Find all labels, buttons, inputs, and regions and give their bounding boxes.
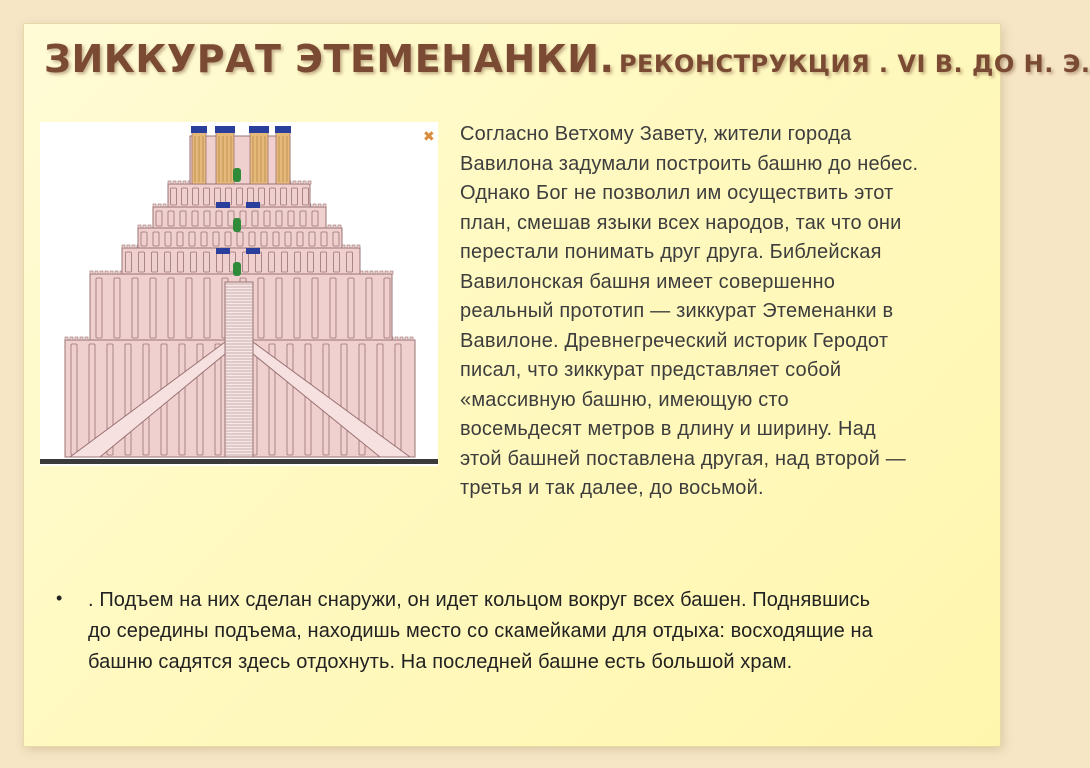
bottom-line: башню садятся здесь отдохнуть. На последней башне есть большой храм. (88, 651, 793, 673)
blue-cap (216, 248, 230, 254)
tier-crenel (385, 271, 388, 274)
tier-crenel (183, 181, 186, 184)
tier-crenel (85, 337, 88, 340)
tier-crenel (178, 181, 181, 184)
title-main: ЗИККУРАТ ЭТЕМЕНАНКИ. (44, 37, 615, 81)
tier-crenel (173, 181, 176, 184)
tier-crenel (95, 271, 98, 274)
tier-crenel (333, 225, 336, 228)
tier-crenel (105, 271, 108, 274)
side-line: восемьдесят метров в длину и ширину. Над (460, 418, 876, 440)
side-line: третья и так далее, до восьмой. (460, 477, 764, 499)
tier-wall (168, 184, 310, 207)
tier-crenel (70, 337, 73, 340)
bottom-line: . Подъем на них сделан снаружи, он идет кольцом вокруг всех башен. Поднявшись (88, 589, 871, 611)
tier-crenel (100, 271, 103, 274)
green-door (233, 168, 241, 182)
tier-crenel (328, 225, 331, 228)
tier-crenel (75, 337, 78, 340)
tier-crenel (313, 204, 316, 207)
tier-crenel (400, 337, 403, 340)
tier-crenel (298, 181, 301, 184)
tier-crenel (65, 337, 68, 340)
tier-crenel (127, 245, 130, 248)
ziggurat-drawing (40, 122, 438, 466)
side-line: реальный прототип — зиккурат Этеменанки в (460, 300, 894, 322)
ground-line (40, 459, 438, 464)
tier-crenel (395, 337, 398, 340)
tier-crenel (110, 271, 113, 274)
bottom-bullet-icon: • (56, 588, 63, 608)
tier-crenel (90, 271, 93, 274)
blue-cap (246, 202, 260, 208)
tier-crenel (168, 181, 171, 184)
tier-crenel (163, 204, 166, 207)
bottom-paragraph (88, 585, 1013, 678)
tower-cap (215, 126, 235, 133)
tier-crenel (375, 271, 378, 274)
tower-cap (249, 126, 269, 133)
tower-cap (191, 126, 207, 133)
tier-crenel (138, 225, 141, 228)
side-line: этой башней поставлена другая, над второй — (460, 447, 907, 470)
blue-cap (216, 202, 230, 208)
tier-crenel (410, 337, 413, 340)
tier-crenel (380, 271, 383, 274)
tier-crenel (158, 204, 161, 207)
green-door (233, 262, 241, 276)
tier-crenel (370, 271, 373, 274)
side-line: Вавилона задумали построить башню до небес. (460, 152, 919, 175)
tier-crenel (357, 245, 360, 248)
ziggurat-illustration (40, 122, 438, 466)
tier-crenel (405, 337, 408, 340)
side-line: «массивную башню, имеющую сто (460, 388, 789, 411)
tier-crenel (308, 181, 311, 184)
slide-title (44, 37, 1090, 81)
tier-crenel (122, 245, 125, 248)
title-sub: РЕКОНСТРУКЦИЯ . VI В. ДО Н. Э. (618, 50, 1090, 78)
side-line: Вавилонская башня имеет совершенно (460, 270, 836, 293)
side-line: перестали понимать друг друга. Библейская (460, 241, 882, 263)
side-line: план, смешав языки всех народов, так что они (460, 211, 902, 234)
tier-crenel (153, 204, 156, 207)
side-line: писал, что зиккурат представляет собой (460, 359, 842, 381)
tier-crenel (115, 271, 118, 274)
tier-crenel (352, 245, 355, 248)
green-door (233, 218, 241, 232)
tier-crenel (318, 204, 321, 207)
blue-cap (246, 248, 260, 254)
side-bullet-icon: ✖ (423, 128, 435, 144)
tier-crenel (148, 225, 151, 228)
tier-crenel (143, 225, 146, 228)
tier-crenel (132, 245, 135, 248)
tier-crenel (390, 271, 393, 274)
tier-crenel (323, 204, 326, 207)
bottom-line: до середины подъема, находишь место со скамейками для отдыха: восходящие на (88, 620, 873, 642)
side-line: Вавилоне. Древнегреческий историк Геродот (460, 329, 889, 352)
tier-crenel (338, 225, 341, 228)
side-line: Согласно Ветхому Завету, жители города (460, 123, 852, 145)
tier-crenel (80, 337, 83, 340)
tier-crenel (347, 245, 350, 248)
tier-crenel (293, 181, 296, 184)
tower-cap (275, 126, 291, 133)
side-paragraph (460, 120, 1000, 504)
tier-crenel (365, 271, 368, 274)
side-line: Однако Бог не позволил им осуществить этот (460, 182, 894, 204)
tier-crenel (303, 181, 306, 184)
